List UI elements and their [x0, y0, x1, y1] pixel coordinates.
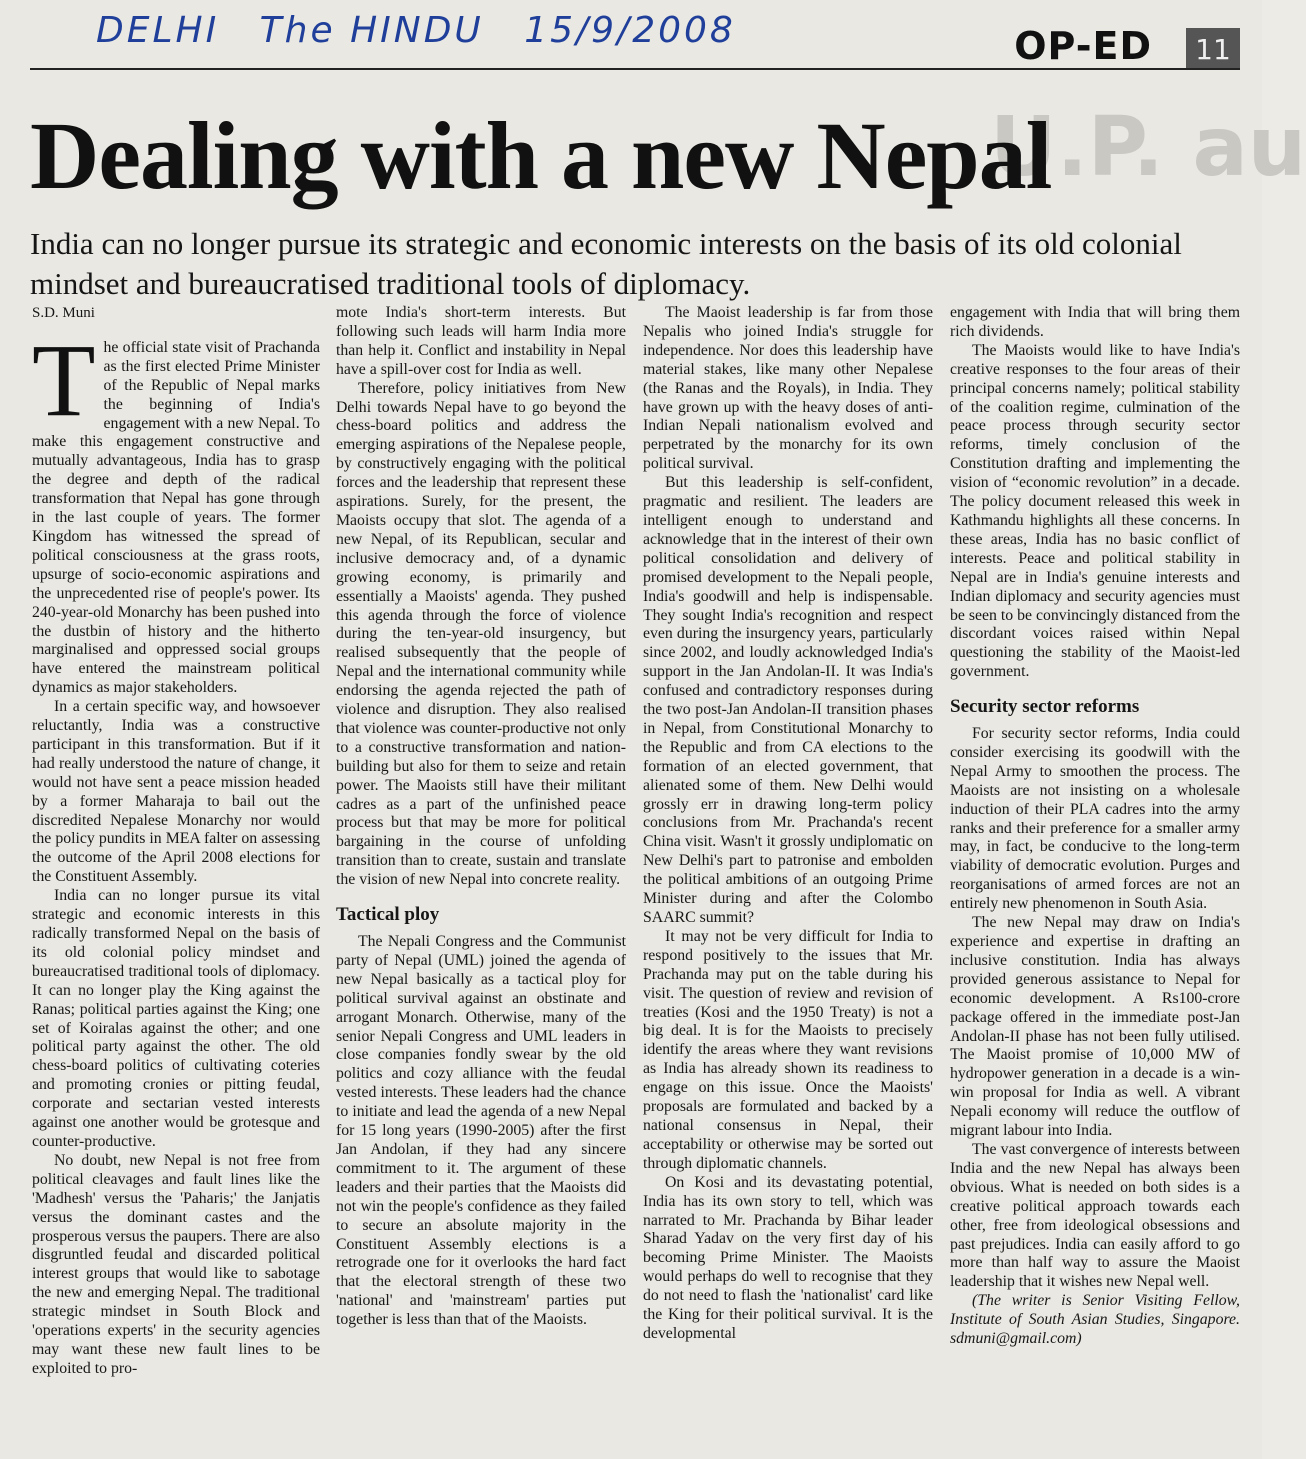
- paragraph: But this leadership is self-confident, pragmatic and resilient. The leaders are intelligent enough to understand and acknowledge that in the interest of their own political consolidation and delivery of promised development to the Nepali people, India's goodwill and help is indispensable. They sought India's recognition and respect even during the insurgency years, particularly since 2002, and loudly acknowledged India's support in the Jan Andolan-II. It was India's confused and contradictory responses during the two post-Jan Andolan-II transition phases in Nepal, from Constitutional Monarchy to the Republic and from CA elections to the formation of an elected government, that alienated some of them. New Delhi would grossly err in drawing long-term policy conclusions from Mr. Prachanda's recent China visit. Wasn't it grossly undiplomatic on New Delhi's part to patronise and embolden the political ambitions of an outgoing Prime Minister during and after the Colombo SAARC summit?: [643, 474, 933, 926]
- article-column-1: [32, 304, 320, 1379]
- article-column-3: [643, 304, 933, 1344]
- paragraph: India can no longer pursue its vital strategic and economic interests in this radically transformed Nepal on the basis of its old colonial policy mindset and bureaucratised traditional tools of diplomacy. It can no longer play the King against the Ranas; political parties against the King; one set of Koiralas against the other; and one political party against the other. The old chess-board politics of cultivating coteries and promoting cronies or pitting feudal, corporate and sectarian vested interests against one another would be grotesque and counter-productive.: [32, 887, 320, 1150]
- subheading-tactical-ploy: Tactical ploy: [336, 904, 440, 926]
- paragraph: engagement with India that will bring them rich dividends.: [950, 304, 1240, 340]
- paragraph: mote India's short-term interests. But following such leads will harm India more than help it. Conflict and instability in Nepal have a spill-over cost for India as well.: [336, 304, 626, 378]
- handwritten-paper: The HINDU: [259, 10, 484, 51]
- paragraph: The Maoists would like to have India's creative responses to the four areas of their principal concerns namely; political stability of the coalition regime, culmination of the peace process through security sector reforms, timely conclusion of the Constitution drafting and implementing the vision of “economic revolution” in a decade. The policy document released this week in Kathmandu highlights all these concerns. In these areas, India has no basic conflict of interests. Peace and political stability in Nepal are in India's genuine interests and Indian diplomacy and security agencies must be seen to be convincingly distanced from the discordant voices raised within Nepal questioning the stability of the Maoist-led government.: [950, 341, 1240, 681]
- paragraph: It may not be very difficult for India to respond positively to the issues that Mr. Prachanda may put on the table during his visit. The question of review and revision of treaties (Kosi and the 1950 Treaty) is not a big deal. It is for the Maoists to precisely identify the areas where they want revisions as India has already shown its readiness to engage on this issue. Once the Maoists' proposals are formulated and backed by a national consensus in Nepal, their acceptability or otherwise may be sorted out through diplomatic channels.: [643, 927, 933, 1172]
- drop-cap: T: [32, 322, 96, 438]
- deck-subtitle: India can no longer pursue its strategic and economic interests on the basis of its old colonial mindset and bureaucratised traditional tools of diplomacy.: [30, 226, 1182, 301]
- headline: Dealing with a new Nepal: [30, 102, 1052, 209]
- bleed-through-text: U.P. au: [990, 100, 1306, 195]
- author-credit: (The writer is Senior Visiting Fellow, Institute of South Asian Studies, Singapore. sdmuni@gmail.com): [950, 1292, 1240, 1348]
- section-label: OP-ED: [1014, 24, 1152, 68]
- paragraph: Therefore, policy initiatives from New Delhi towards Nepal have to go beyond the chess-board politics and address the emerging aspirations of the Nepalese people, by constructively engaging with the political forces and the leadership that represent these aspirations. Surely, for the present, the Maoists occupy that slot. The agenda of a new Nepal, of its Republican, secular and inclusive democracy and, of a dynamic growing economy, is primarily and essentially a Maoists' agenda. They pushed this agenda through the force of violence during the ten-year-old insurgency, but realised subsequently that the people of Nepal and the international community while endorsing the agenda rejected the path of violence and disruption. They also realised that violence was counter-productive not only to a constructive transformation and nation-building but also for them to seize and retain power. The Maoists still have their militant cadres as a part of the unfinished peace process but that may be more for political bargaining in the course of unfolding transition than to create, sustain and translate the vision of new Nepal into concrete reality.: [336, 379, 626, 889]
- handwritten-annotation: [96, 10, 762, 51]
- paragraph: The Maoist leadership is far from those Nepalis who joined India's struggle for independence. Nor does this leadership have material stakes, like many other Nepalese (the Ranas and the Royals), in India. They have grown up with the heavy doses of anti-Indian Nepali nationalism evolved and perpetrated by the monarchy for its own political survival.: [643, 304, 933, 473]
- handwritten-city: DELHI: [96, 10, 220, 51]
- paragraph-text: he official state visit of Prachanda as the first elected Prime Minister of the Republic of Nepal marks the beginning of India's engagement with a new Nepal. To make this engagement constructive and mutually advantageous, India has to grasp the degree and depth of the radical transformation that Nepal has gone through in the last couple of years. The former Kingdom has witnessed the spread of political consciousness at the grass roots, upsurge of socio-economic aspirations and the unprecedented rise of people's power. Its 240-year-old Monarchy has been pushed into the dustbin of history and the hitherto marginalised and oppressed social groups have entered the mainstream political dynamics as major stakeholders.: [32, 338, 320, 697]
- paragraph: The new Nepal may draw on India's experience and expertise in drafting an inclusive constitution. India has always provided generous assistance to Nepal for economic development. A Rs100-crore package offered in the immediate post-Jan Andolan-II phase has not been fully utilised. The Maoist promise of 10,000 MW of hydropower generation in a decade is a win-win proposal for India as well. A vibrant Nepali economy will reduce the outflow of migrant labour into India.: [950, 914, 1240, 1140]
- article-column-2: [336, 304, 626, 1330]
- paragraph: The Nepali Congress and the Communist party of Nepal (UML) joined the agenda of new Nepal basically as a tactical ploy for political survival against an obstinate and arrogant Monarch. Otherwise, many of the senior Nepali Congress and UML leaders in close companies fondly swear by the old politics and cozy alliance with the feudal vested interests. These leaders had the chance to initiate and lead the agenda of a new Nepal for 15 long years (1990-2005) after the first Jan Andolan, if they had any sincere commitment to it. The argument of these leaders and their parties that the Maoists did not win the people's confidence as they failed to secure an absolute majority in the Constituent Assembly elections is a retrograde one for it overlooks the hard fact that the electoral strength of these two 'national' and 'mainstream' parties put together is less than that of the Maoists.: [336, 933, 626, 1329]
- paragraph: On Kosi and its devastating potential, India has its own story to tell, which was narrated to Mr. Prachanda by Bihar leader Sharad Yadav on the very first day of his becoming Prime Minister. The Maoists would perhaps do well to recognise that they do not need to flash the 'nationalist' card like the King for their political survival. It is the developmental: [643, 1173, 933, 1342]
- handwritten-date: 15/9/2008: [524, 10, 736, 51]
- paragraph: In a certain specific way, and howsoever reluctantly, India was a constructive participant in this transformation. But if it had really understood the nature of change, it would not have sent a peace mission headed by a former Maharaja to bail out the discredited Nepalese Monarchy nor would the policy pundits in MEA falter on assessing the outcome of the April 2008 elections for the Constituent Assembly.: [32, 698, 320, 886]
- top-rule: [30, 68, 1240, 70]
- paragraph: For security sector reforms, India could consider exercising its goodwill with the Nepal Army to smoothen the process. The Maoists are not insisting on a wholesale induction of their PLA cadres into the army ranks and their preference for a smaller army may, in fact, be conducive to the long-term viability of democratic evolution. Purges and reorganisations of armed forces are not an entirely new phenomenon in South Asia.: [950, 725, 1240, 913]
- paragraph: [32, 322, 320, 698]
- subheading-security-sector-reforms: Security sector reforms: [950, 696, 1140, 718]
- paragraph: No doubt, new Nepal is not free from political cleavages and fault lines like the 'Madhesh' versus the 'Paharis;' the Janjatis versus the dominant castes and the prosperous versus the paupers. There are also disgruntled feudal and discarded political interest groups that would like to sabotage the new and emerging Nepal. The traditional strategic mindset in South Block and 'operations experts' in the security agencies may want these new fault lines to be exploited to pro-: [32, 1151, 320, 1377]
- paragraph: The vast convergence of interests between India and the new Nepal has always been obvious. What is needed on both sides is a creative political approach towards each other, free from ideological obsessions and past prejudices. India can easily afford to go more than half way to assure the Maoist leadership that it wishes new Nepal well.: [950, 1140, 1240, 1291]
- article-column-4: [950, 304, 1240, 1349]
- byline: S.D. Muni: [32, 305, 95, 321]
- page-number-box: 11: [1186, 28, 1240, 70]
